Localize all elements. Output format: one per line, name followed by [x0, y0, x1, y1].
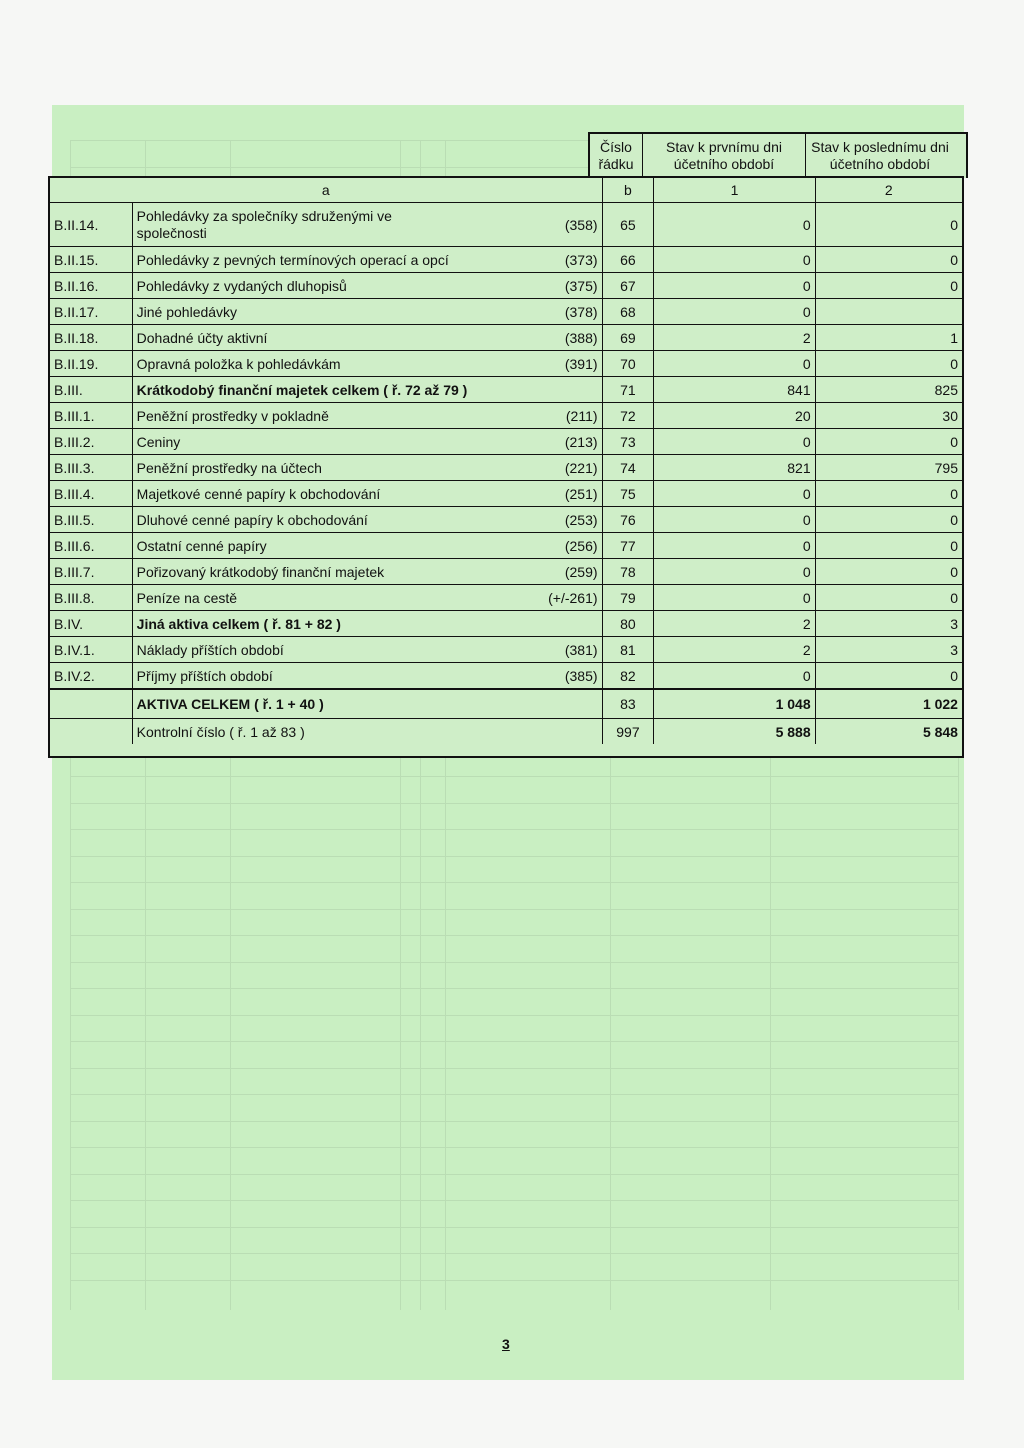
row-code: B.II.19.: [54, 355, 99, 372]
row-label-cell: [132, 273, 602, 298]
row-last-day-value: 0: [815, 663, 962, 688]
row-first-day-value: 0: [653, 585, 814, 610]
row-label-cell: [132, 507, 602, 532]
row-number: 67: [602, 273, 654, 298]
row-label-cell: [132, 403, 602, 428]
row-first-day-value: 0: [653, 351, 814, 376]
row-account-ref: (378): [564, 303, 598, 320]
row-number: 76: [602, 507, 654, 532]
row-number: 71: [602, 377, 654, 402]
row-code: B.II.15.: [54, 251, 99, 268]
control-first-day: 5 888: [653, 719, 814, 744]
row-first-day-value: 0: [653, 507, 814, 532]
row-number: 65: [602, 203, 654, 246]
row-label-cell: [132, 585, 602, 610]
row-label: Peníze na cestě: [136, 589, 238, 606]
row-last-day-value: 825: [815, 377, 962, 402]
total-row: [50, 688, 962, 718]
table-row: [50, 298, 962, 324]
row-code: B.III.: [54, 381, 83, 398]
row-label: Ostatní cenné papíry: [136, 537, 267, 554]
row-account-ref: (391): [564, 355, 598, 372]
row-first-day-value: 0: [653, 203, 814, 246]
row-first-day-value: 821: [653, 455, 814, 480]
header-first-day: Stav k prvnímu dni účetního období: [642, 134, 805, 178]
row-account-ref: (221): [564, 459, 598, 476]
row-last-day-value: 0: [815, 429, 962, 454]
table-row: [50, 584, 962, 610]
row-number: 69: [602, 325, 654, 350]
row-account-ref: (381): [564, 641, 598, 658]
page-number: 3: [502, 1336, 510, 1352]
table-row: [50, 272, 962, 298]
row-label: Pořizovaný krátkodobý finanční majetek: [136, 563, 385, 580]
table-row: [50, 532, 962, 558]
row-last-day-value: 0: [815, 559, 962, 584]
column-header: [588, 132, 968, 178]
table-row: [50, 662, 962, 688]
row-last-day-value: 3: [815, 637, 962, 662]
table-row: [50, 636, 962, 662]
table-row: [50, 454, 962, 480]
row-number: 79: [602, 585, 654, 610]
row-number: 66: [602, 247, 654, 272]
row-account-ref: (385): [564, 667, 598, 684]
total-row-number: 83: [602, 690, 654, 718]
row-last-day-value: 0: [815, 203, 962, 246]
row-number: 72: [602, 403, 654, 428]
total-label: AKTIVA CELKEM ( ř. 1 + 40 ): [136, 696, 324, 712]
ghost-line: [70, 1200, 958, 1201]
row-code: B.II.14.: [54, 216, 99, 233]
row-number: 80: [602, 611, 654, 636]
letter-1: 1: [653, 178, 814, 202]
row-label: Majetkové cenné papíry k obchodování: [136, 485, 381, 502]
row-label: Peněžní prostředky v pokladně: [136, 407, 329, 424]
row-label-cell: [132, 481, 602, 506]
table-row: [50, 428, 962, 454]
ghost-line: [70, 1041, 958, 1042]
row-label-cell: [132, 559, 602, 584]
row-label-cell: [132, 203, 602, 246]
ghost-line: [70, 1068, 958, 1069]
row-label-cell: [132, 247, 602, 272]
row-label: Jiná aktiva celkem ( ř. 81 + 82 ): [136, 615, 341, 632]
control-row-number: 997: [602, 719, 654, 744]
ghost-line: [70, 1280, 958, 1281]
table-row: [50, 610, 962, 636]
row-last-day-value: 30: [815, 403, 962, 428]
row-account-ref: (213): [564, 433, 598, 450]
row-account-ref: (375): [564, 277, 598, 294]
table-row: [50, 480, 962, 506]
row-code: B.III.4.: [54, 485, 95, 502]
row-label: Dluhové cenné papíry k obchodování: [136, 511, 368, 528]
table-row: [50, 402, 962, 428]
row-first-day-value: 0: [653, 533, 814, 558]
row-label: Pohledávky z pevných termínových operací a opcí: [136, 251, 449, 268]
ghost-line: [70, 1253, 958, 1254]
letter-2: 2: [815, 178, 962, 202]
row-label-cell: [132, 351, 602, 376]
table-row: [50, 324, 962, 350]
row-first-day-value: 2: [653, 637, 814, 662]
row-first-day-value: 0: [653, 559, 814, 584]
row-label-cell: [132, 533, 602, 558]
ghost-line: [70, 1121, 958, 1122]
row-last-day-value: 0: [815, 273, 962, 298]
row-first-day-value: 841: [653, 377, 814, 402]
ghost-line: [70, 829, 958, 830]
ghost-line: [70, 1174, 958, 1175]
row-label-cell: [132, 637, 602, 662]
row-number: 82: [602, 663, 654, 688]
row-account-ref: (251): [564, 485, 598, 502]
row-code: B.III.8.: [54, 589, 95, 606]
table-body: [50, 202, 962, 688]
row-label: Dohadné účty aktivní: [136, 329, 268, 346]
row-last-day-value: 0: [815, 481, 962, 506]
row-label-cell: [132, 663, 602, 688]
row-number: 75: [602, 481, 654, 506]
row-label-cell: [132, 611, 602, 636]
row-label: Opravná položka k pohledávkám: [136, 355, 341, 372]
row-code: B.IV.: [54, 615, 84, 632]
row-label: Náklady příštích období: [136, 641, 284, 658]
row-first-day-value: 0: [653, 429, 814, 454]
row-last-day-value: 0: [815, 507, 962, 532]
row-account-ref: (373): [564, 251, 598, 268]
ghost-line: [70, 1227, 958, 1228]
ghost-line: [70, 1147, 958, 1148]
ghost-line: [70, 803, 958, 804]
table-row: [50, 376, 962, 402]
table-row: [50, 350, 962, 376]
ghost-line: [70, 962, 958, 963]
row-first-day-value: 0: [653, 481, 814, 506]
ghost-line: [70, 909, 958, 910]
ghost-line: [70, 776, 958, 777]
column-letters-row: [50, 178, 962, 202]
row-last-day-value: 795: [815, 455, 962, 480]
row-number: 73: [602, 429, 654, 454]
row-label: Příjmy příštích období: [136, 667, 273, 684]
row-label: Pohledávky z vydaných dluhopisů: [136, 277, 347, 294]
row-code: B.IV.1.: [54, 641, 95, 658]
row-code: B.III.3.: [54, 459, 95, 476]
table-row: [50, 506, 962, 532]
row-number: 74: [602, 455, 654, 480]
row-last-day-value: 0: [815, 533, 962, 558]
row-first-day-value: 0: [653, 663, 814, 688]
header-row-number: Číslo řádku: [598, 139, 634, 172]
row-first-day-value: 0: [653, 247, 814, 272]
row-last-day-value: 0: [815, 351, 962, 376]
row-label: Peněžní prostředky na účtech: [136, 459, 322, 476]
row-label-cell: [132, 377, 602, 402]
row-last-day-value: 3: [815, 611, 962, 636]
row-number: 78: [602, 559, 654, 584]
row-account-ref: (+/-261): [548, 589, 598, 606]
row-number: 68: [602, 299, 654, 324]
row-code: B.III.1.: [54, 407, 95, 424]
letter-b: b: [602, 178, 654, 202]
table-row: [50, 202, 962, 246]
ghost-line: [70, 988, 958, 989]
row-label: Jiné pohledávky: [136, 303, 238, 320]
row-code: B.II.17.: [54, 303, 99, 320]
row-first-day-value: 0: [653, 273, 814, 298]
ghost-line: [70, 1015, 958, 1016]
table-row: [50, 246, 962, 272]
row-label: Ceniny: [136, 433, 181, 450]
letter-a: a: [321, 182, 330, 198]
row-code: B.III.5.: [54, 511, 95, 528]
total-last-day: 1 022: [815, 690, 962, 718]
row-last-day-value: [815, 299, 962, 324]
row-account-ref: (253): [564, 511, 598, 528]
control-label: Kontrolní číslo ( ř. 1 až 83 ): [132, 719, 602, 744]
balance-sheet-table: [48, 176, 964, 758]
row-code: B.III.6.: [54, 537, 95, 554]
row-account-ref: (358): [564, 216, 598, 233]
row-number: 81: [602, 637, 654, 662]
ghost-line: [70, 882, 958, 883]
ghost-line: [70, 856, 958, 857]
row-first-day-value: 2: [653, 611, 814, 636]
row-last-day-value: 1: [815, 325, 962, 350]
row-code: B.II.16.: [54, 277, 99, 294]
row-label-cell: [132, 299, 602, 324]
row-label: Krátkodobý finanční majetek celkem ( ř. 72 až 79 ): [136, 381, 468, 398]
control-row: [50, 718, 962, 744]
row-code: B.III.2.: [54, 433, 95, 450]
row-account-ref: (211): [565, 407, 598, 424]
row-account-ref: (259): [564, 563, 598, 580]
table-row: [50, 558, 962, 584]
row-last-day-value: 0: [815, 247, 962, 272]
ghost-line: [70, 1094, 958, 1095]
row-number: 77: [602, 533, 654, 558]
row-first-day-value: 0: [653, 299, 814, 324]
row-code: B.II.18.: [54, 329, 99, 346]
row-last-day-value: 0: [815, 585, 962, 610]
row-account-ref: (388): [564, 329, 598, 346]
row-code: B.IV.2.: [54, 667, 95, 684]
total-first-day: 1 048: [653, 690, 814, 718]
header-last-day: Stav k poslednímu dni účetního období: [805, 134, 954, 178]
row-account-ref: (256): [564, 537, 598, 554]
row-label-cell: [132, 429, 602, 454]
row-label-cell: [132, 455, 602, 480]
row-number: 70: [602, 351, 654, 376]
row-first-day-value: 2: [653, 325, 814, 350]
control-last-day: 5 848: [815, 719, 962, 744]
row-first-day-value: 20: [653, 403, 814, 428]
ghost-line: [70, 935, 958, 936]
row-code: B.III.7.: [54, 563, 95, 580]
row-label-cell: [132, 325, 602, 350]
row-label: Pohledávky za společníky sdruženými ve společnosti: [136, 207, 392, 241]
